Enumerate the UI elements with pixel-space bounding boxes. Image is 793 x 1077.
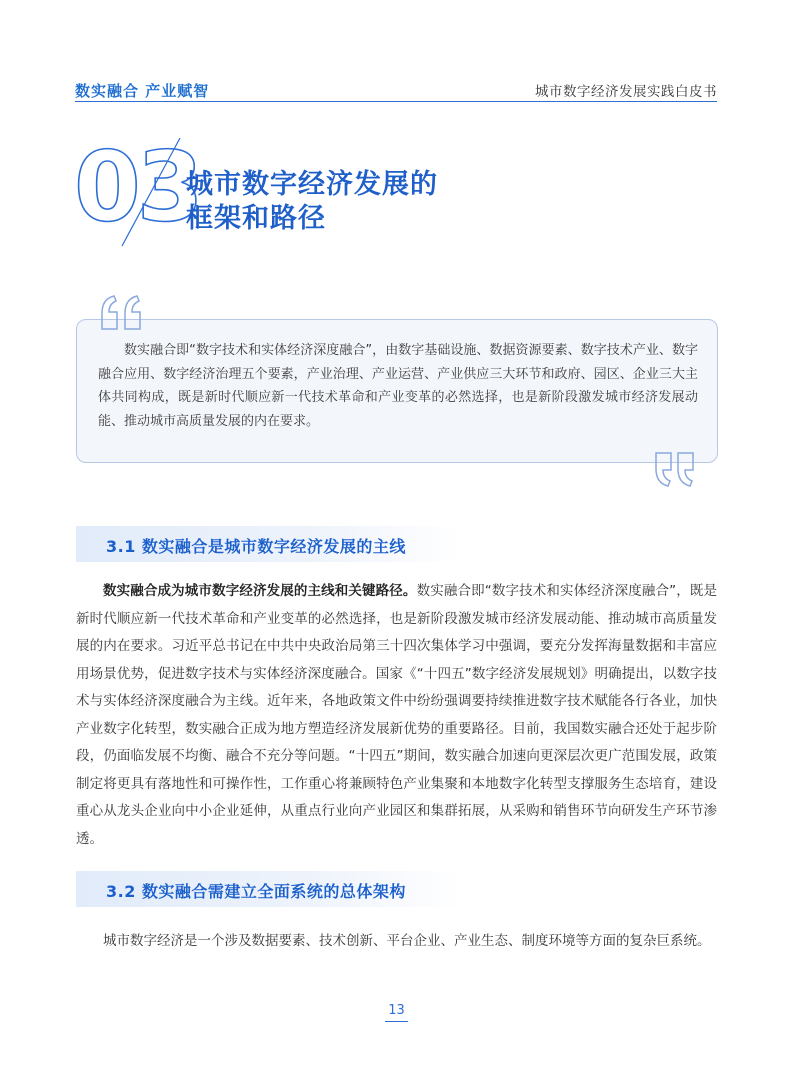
lead-sentence: 数实融合成为城市数字经济发展的主线和关键路径。 [103, 583, 417, 599]
section-heading-3-2 [76, 871, 461, 907]
page-number: 13 [388, 1003, 405, 1018]
section-heading-3-1 [76, 526, 461, 562]
open-quote-icon [98, 293, 148, 333]
header-left-title: 数实融合 产业赋智 [75, 82, 210, 100]
chapter-title [186, 168, 438, 236]
chapter-title-line2: 框架和路径 [186, 203, 326, 234]
body-paragraph: 数实融合即“数字技术和实体经济深度融合”，既是新时代顺应新一代技术革命和产业变革的必然选择，也是新阶段激发城市经济发展动能、推动城市高质量发展的内在要求。习近平总书记在中共中央政治局第三十四次集体学习中强调，要充分发挥海量数据和丰富应用场景优势，促进数字技术与实体经济深度融合。国家《“十四五”数字经济发展规划》明确提出，以数字技术与实体经济深度融合为主线。近年来，各地政策文件中纷纷强调要持续推进数字技术赋能各行各业，加快产业数字化转型，数实融合正成为地方塑造经济发展新优势的重要路径。目前，我国数实融合还处于起步阶段，仍面临发展不均衡、融合不充分等问题。“十四五”期间，数实融合加速向更深层次更广范围发展，政策制定将更具有落地性和可操作性，工作重心将兼顾特色产业集聚和本地数字化转型支撑服务生态培育，建设重心从龙头企业向中小企业延伸，从重点行业向产业园区和集群拓展，从采购和销售环节向研发生产环节渗透。 [76, 583, 717, 847]
section-3-2-body: 城市数字经济是一个涉及数据要素、技术创新、平台企业、产业生态、制度环境等方面的复杂巨系统。 [103, 933, 711, 949]
page-number-underline [385, 1021, 408, 1022]
chapter-number: 03 [74, 131, 200, 243]
section-3-1-body [76, 578, 717, 853]
close-quote-icon [648, 449, 698, 489]
chapter-number-graphic [72, 128, 202, 248]
section-title: 3.1 数实融合是城市数字经济发展的主线 [106, 537, 406, 556]
quote-text: 数实融合即“数字技术和实体经济深度融合”，由数字基础设施、数据资源要素、数字技术产业、数字融合应用、数字经济治理五个要素，产业治理、产业运营、产业供应三大环节和政府、园区、企业三大主体共同构成，既是新时代顺应新一代技术革命和产业变革的必然选择，也是新阶段激发城市经济发展动能、推动城市高质量发展的内在要求。 [98, 343, 698, 429]
section-title: 3.2 数实融合需建立全面系统的总体架构 [106, 882, 406, 901]
chapter-title-line1: 城市数字经济发展的 [186, 169, 438, 200]
header-right-title: 城市数字经济发展实践白皮书 [535, 84, 717, 100]
header-divider [75, 101, 717, 102]
